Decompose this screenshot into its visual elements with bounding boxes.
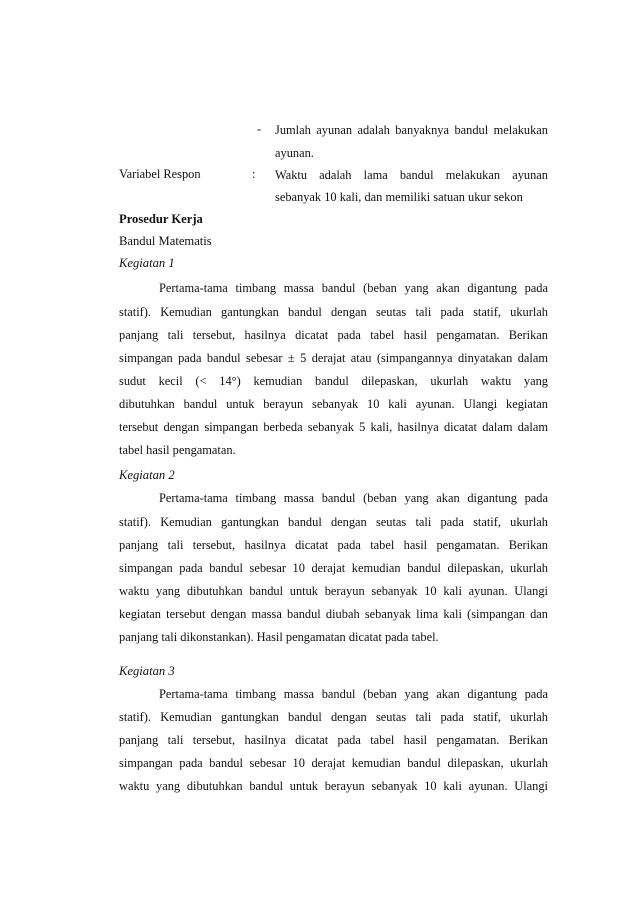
ayunan-definition-line-1: Jumlah ayunan adalah banyaknya bandul melakukan [275, 123, 548, 137]
kegiatan-1-line: panjang tali tersebut, hasilnya dicatat pada tabel hasil pengamatan. Berikan [119, 328, 548, 342]
kegiatan-1-line: tersebut dengan simpangan berbeda sebanyak 5 kali, hasilnya dicatat dalam dalam [119, 420, 548, 434]
kegiatan-2-line: statif). Kemudian gantungkan bandul dengan seutas tali pada statif, ukurlah [119, 515, 548, 529]
respon-definition-line-2: sebanyak 10 kali, dan memiliki satuan ukur sekon [275, 190, 523, 204]
respon-definition-line-1: Waktu adalah lama bandul melakukan ayunan [275, 168, 548, 182]
kegiatan-3-line: waktu yang dibutuhkan bandul untuk berayun sebanyak 10 kali ayunan. Ulangi [119, 779, 548, 793]
kegiatan-1-line: statif). Kemudian gantungkan bandul dengan seutas tali pada statif, ukurlah [119, 305, 548, 319]
kegiatan-2-title: Kegiatan 2 [119, 468, 175, 482]
subsection-title: Bandul Matematis [119, 234, 212, 248]
list-dash: - [257, 122, 262, 136]
kegiatan-2-line: kegiatan tersebut dengan massa bandul diubah sebanyak lima kali (simpangan dan [119, 607, 548, 621]
kegiatan-3-title: Kegiatan 3 [119, 664, 175, 678]
ayunan-definition-line-2: ayunan. [275, 146, 314, 160]
kegiatan-1-line: Pertama-tama timbang massa bandul (beban yang akan digantung pada [159, 281, 548, 295]
kegiatan-1-line: tabel hasil pengamatan. [119, 443, 236, 457]
kegiatan-3-line: panjang tali tersebut, hasilnya dicatat pada tabel hasil pengamatan. Berikan [119, 733, 548, 747]
variabel-respon-label: Variabel Respon [119, 167, 201, 181]
kegiatan-2-line: Pertama-tama timbang massa bandul (beban yang akan digantung pada [159, 491, 548, 505]
kegiatan-3-line: statif). Kemudian gantungkan bandul dengan seutas tali pada statif, ukurlah [119, 710, 548, 724]
kegiatan-1-title: Kegiatan 1 [119, 256, 175, 270]
variabel-respon-colon: : [252, 167, 256, 181]
kegiatan-2-line: panjang tali tersebut, hasilnya dicatat pada tabel hasil pengamatan. Berikan [119, 538, 548, 552]
kegiatan-3-line: Pertama-tama timbang massa bandul (beban yang akan digantung pada [159, 687, 548, 701]
kegiatan-3-line: simpangan pada bandul sebesar 10 derajat kemudian bandul dilepaskan, ukurlah [119, 756, 548, 770]
kegiatan-1-line: sudut kecil (< 14°) kemudian bandul dilepaskan, ukurlah waktu yang [119, 374, 548, 388]
kegiatan-2-line: simpangan pada bandul sebesar 10 derajat kemudian bandul dilepaskan, ukurlah [119, 561, 548, 575]
kegiatan-2-line: panjang tali dikonstankan). Hasil pengamatan dicatat pada tabel. [119, 630, 439, 644]
kegiatan-2-line: waktu yang dibutuhkan bandul untuk berayun sebanyak 10 kali ayunan. Ulangi [119, 584, 548, 598]
kegiatan-1-line: dibutuhkan bandul untuk berayun sebanyak 10 kali ayunan. Ulangi kegiatan [119, 397, 548, 411]
kegiatan-1-line: simpangan pada bandul sebesar ± 5 derajat atau (simpangannya dinyatakan dalam [119, 351, 548, 365]
section-title: Prosedur Kerja [119, 212, 203, 226]
